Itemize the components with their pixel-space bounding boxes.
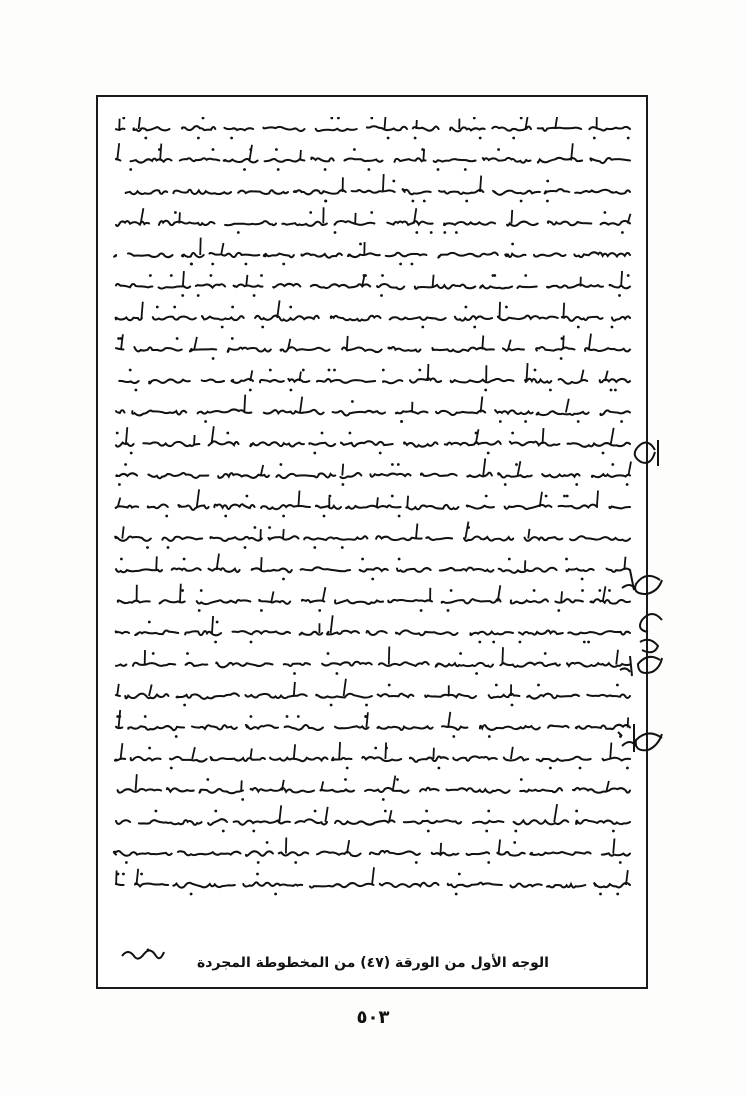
manuscript-frame [96, 95, 648, 989]
manuscript-line [116, 426, 630, 454]
margin-note-1 [635, 440, 658, 466]
manuscript-line [116, 804, 630, 832]
manuscript-line [115, 742, 630, 769]
manuscript-line [116, 395, 630, 423]
handwritten-manuscript-text [108, 117, 636, 937]
manuscript-line [126, 174, 630, 202]
manuscript-line [116, 489, 630, 517]
manuscript-line [116, 867, 630, 895]
manuscript-line [116, 143, 630, 171]
manuscript-line [118, 774, 631, 801]
marginal-notes [600, 420, 680, 780]
margin-note-2 [622, 570, 662, 594]
manuscript-line [116, 647, 630, 675]
manuscript-line [116, 554, 630, 581]
handwriting-lines [108, 117, 636, 937]
manuscript-line [116, 300, 630, 328]
manuscript-line [116, 458, 631, 486]
margin-note-3 [640, 614, 662, 652]
manuscript-line [116, 271, 630, 297]
page-number: ٥٠٣ [356, 1007, 390, 1028]
manuscript-line [118, 584, 630, 612]
margin-note-5 [618, 724, 662, 752]
manuscript-line [116, 615, 630, 643]
manuscript-line [116, 679, 630, 707]
manuscript-line [116, 334, 630, 360]
page-caption: الوجه الأول من الورقة (٤٧) من المخطوطة المجردة [197, 955, 549, 971]
manuscript-line [116, 710, 630, 738]
manuscript-line [116, 117, 630, 139]
manuscript-line [115, 522, 630, 549]
margin-note-4 [620, 656, 662, 676]
manuscript-line [114, 838, 630, 864]
manuscript-line [116, 207, 631, 234]
manuscript-line [119, 363, 630, 391]
manuscript-line [114, 238, 630, 266]
